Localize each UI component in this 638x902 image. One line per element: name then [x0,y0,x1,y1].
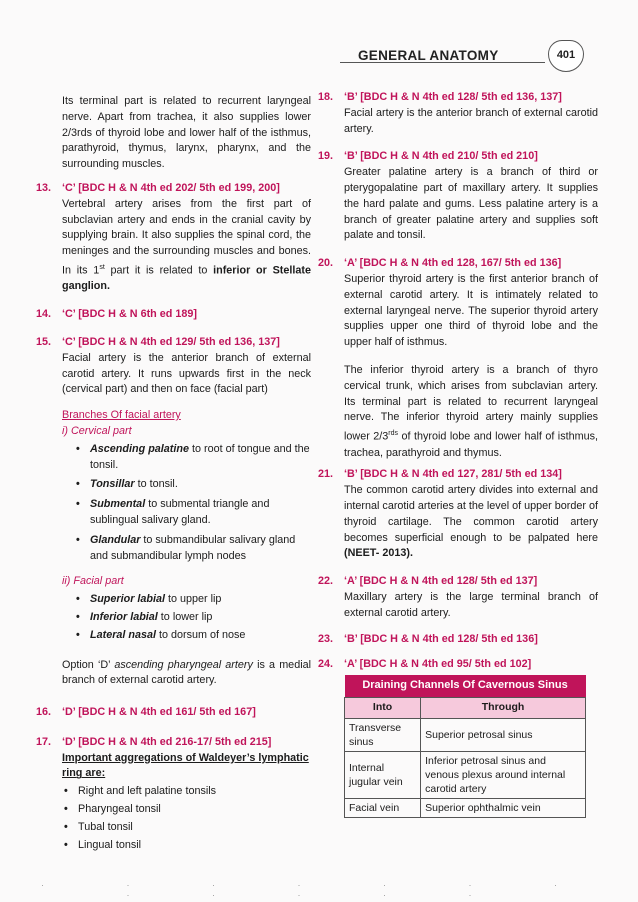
note-text: Option ‘D’ [62,658,115,671]
question-number: 20. [318,257,334,270]
question-number: 15. [36,335,52,348]
answer-14 [36,307,311,323]
cavernous-sinus-table [344,675,586,818]
branches-title: Branches Of facial artery [62,409,181,422]
explanation [62,197,311,295]
bold-term: (NEET- 2013). [344,547,414,560]
answer-22 [318,574,598,621]
table-header-through: Through [421,697,586,718]
branch-name: Superior labial [90,593,165,606]
question-number: 17. [36,735,52,748]
page-header-title: GENERAL ANATOMY [358,48,499,63]
list-item: • Lingual tonsil [64,838,311,854]
table-cell: Superior petrosal sinus [421,718,586,751]
question-number: 16. [36,706,52,719]
list-item [76,477,311,493]
right-column [318,90,598,818]
list-item: • Pharyngeal tonsil [64,802,311,818]
list-item [76,533,311,565]
cervical-branch-list [76,442,311,565]
explanation [344,483,598,562]
table-header-into: Into [345,697,421,718]
answer-15 [36,335,311,398]
table-cell: Transverse sinus [345,718,421,751]
branch-name: Lateral nasal [90,628,157,641]
question-number: 14. [36,308,52,321]
list-item [76,497,311,529]
list-item [76,592,311,608]
explanation-text: of thyroid lobe and lower half of isthmus, trachea, parathyroid and thymus. [344,430,598,459]
table-cell: Internal jugular vein [345,751,421,798]
explanation-text: part it is related to [104,264,214,277]
answer-24 [318,657,598,673]
table-cell: Facial vein [345,798,421,817]
intro-paragraph: Its terminal part is related to recurrent laryngeal nerve. Apart from trachea, it also supplies lower 2/3rds of thyroid lobe and lower half of the isthmus, parathyroid, thymus, larynx, pharynx, and the surrounding muscles. [62,95,311,171]
answer-13 [36,181,311,295]
question-number: 13. [36,181,52,194]
note-text: is a medial branch of external carotid artery. [62,658,311,687]
list-item [76,628,311,644]
waldeyer-list [64,784,311,853]
answer-key: ‘C’ [BDC H & N 4th ed 129/ 5th ed 136, 137] [62,335,280,348]
list-item: • Tubal tonsil [64,820,311,836]
branch-name: Ascending palatine [90,442,189,455]
explanation: Facial artery is the anterior branch of external carotid artery. It runs upwards first in the neck (cervical part) and then on face (facial part) [62,351,311,396]
branch-name: Inferior labial [90,610,158,623]
answer-key: ‘A’ [BDC H & N 4th ed 128, 167/ 5th ed 136] [344,257,562,270]
answer-21 [318,467,598,562]
branch-name: Tonsillar [90,478,135,491]
answer-key: ‘C’ [BDC H & N 6th ed 189] [62,308,197,321]
answer-23 [318,632,598,648]
explanation: Maxillary artery is the large terminal branch of external carotid artery. [344,590,598,619]
table-row [345,718,586,751]
question-number: 18. [318,91,334,103]
facial-part-title: ii) Facial part [62,575,124,588]
table-cell: Superior ophthalmic vein [421,798,586,817]
answer-key: ‘B’ [BDC H & N 4th ed 210/ 5th ed 210] [344,150,538,163]
question-number: 21. [318,468,334,481]
superscript: rds [388,430,399,438]
question-number: 24. [318,658,334,671]
table-row [345,798,586,817]
answer-key: ‘B’ [BDC H & N 4th ed 128/ 5th ed 136] [344,632,538,645]
option-note [62,658,311,690]
bold-term: inferior or Stellate ganglion. [62,264,311,293]
list-item: • Right and left palatine tonsils [64,784,311,800]
branch-desc: to submental triangle and sublingual salivary gland. [90,498,270,526]
explanation: Greater palatine artery is a branch of third or pterygopalatine part of maxillary artery. It supplies the hard palate and gums. Less palatine artery is a branch of greater palatine artery and supplies soft palate and tonsil. [344,166,598,242]
branch-name: Glandular [90,533,141,546]
answer-key: ‘A’ [BDC H & N 4th ed 95/ 5th ed 102] [344,658,532,671]
cervical-part-title: i) Cervical part [62,424,132,437]
question-number: 23. [318,632,334,645]
note-italic: ascending pharyngeal artery [114,658,253,671]
table-caption: Draining Channels Of Cavernous Sinus [345,675,586,697]
answer-key: ‘D’ [BDC H & N 4th ed 216-17/ 5th ed 215] [62,735,272,748]
explanation: Facial artery is the anterior branch of external carotid artery. [344,106,598,135]
list-item [76,610,311,626]
answer-key: ‘B’ [BDC H & N 4th ed 127, 281/ 5th ed 134] [344,468,562,481]
answer-16 [36,705,311,721]
answer-key: ‘A’ [BDC H & N 4th ed 128/ 5th ed 137] [344,575,538,588]
branch-desc: to submandibular salivary gland and submandibular lymph nodes [90,533,296,562]
branch-desc: to dorsum of nose [156,628,246,641]
branch-desc: to lower lip [157,610,213,623]
answer-18 [318,90,598,137]
answer-key: ‘C’ [BDC H & N 4th ed 202/ 5th ed 199, 200] [62,181,280,194]
list-item [76,442,311,474]
answer-17 [36,735,311,782]
answer-20 [318,256,598,461]
superscript: st [99,263,105,271]
answer-19 [318,149,598,244]
explanation-text: Vertebral artery arises from the first part of subclavian artery and ends in the cranial cavity by supplying brain. It also supplies the spinal cord, the meninges and the surrounding muscles and bones. In its 1 [62,197,311,277]
branch-desc: to upper lip [165,593,222,606]
branch-desc: to root of tongue and the tonsil. [90,442,310,471]
table-cell: Inferior petrosal sinus and venous plexus around internal carotid artery [421,751,586,798]
explanation: Superior thyroid artery is the first anterior branch of external carotid artery. It is intimately related to external laryngeal nerve. The superior thyroid artery supplies upper one third of thyroid lobe and the upper half of isthmus. [344,272,598,349]
explanation-text: The common carotid artery divides into external and internal carotid arteries at the level of upper border of thyroid cartilage. The common carotid artery becomes superficial enough to be palpated here [344,484,598,544]
explanation-2 [344,363,598,461]
branch-name: Submental [90,498,146,511]
waldeyer-title: Important aggregations of Waldeyer’s lymphatic ring are: [62,751,309,780]
answer-key: ‘D’ [BDC H & N 4th ed 161/ 5th ed 167] [62,706,256,719]
branch-desc: to tonsil. [134,478,178,491]
answer-key: ‘B’ [BDC H & N 4th ed 128/ 5th ed 136, 137] [344,91,562,103]
facial-branch-list [76,592,311,643]
page-number-badge: 401 [548,40,584,72]
footer-decoration: · · · · · · · · · · · · [41,880,597,900]
question-number: 19. [318,150,334,163]
table-row [345,751,586,798]
question-number: 22. [318,575,334,588]
left-column [36,94,311,853]
explanation-text: The inferior thyroid artery is a branch of thyro cervical trunk, which arises from subclavian artery. Its terminal part is related to recurrent laryngeal nerve. The inferior thyroid artery mainly supplies lower 2/3 [344,363,598,443]
